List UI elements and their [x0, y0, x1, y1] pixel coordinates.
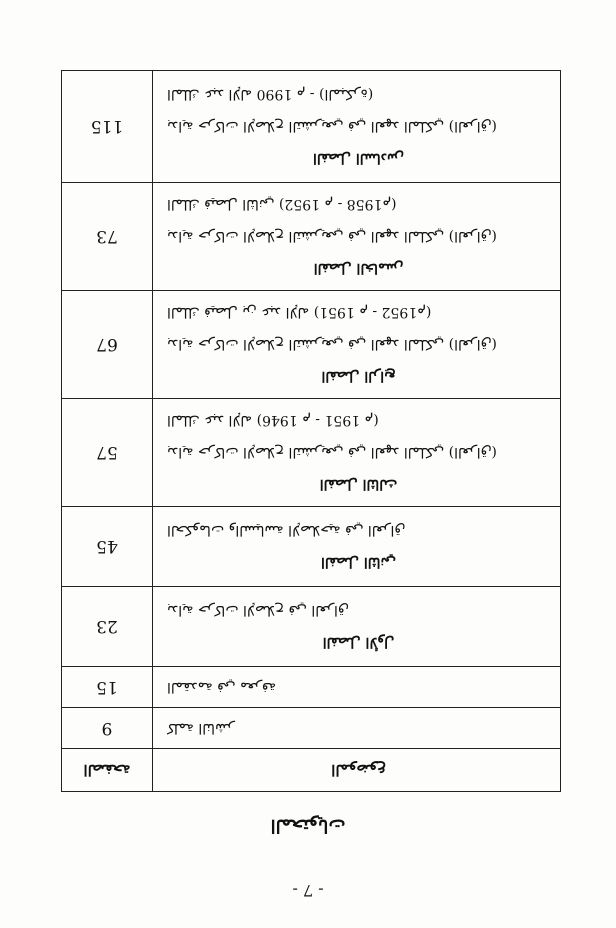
- toc-entry-page: 23: [62, 587, 153, 667]
- entry-line: بداية حركات الإصلاح التشريعي في العهد الملكي (العراق): [167, 444, 497, 461]
- toc-row: [62, 667, 561, 708]
- entry-line: المقدمة في معرفة: [167, 679, 277, 695]
- toc-row: [62, 71, 561, 183]
- toc-entry-page: 67: [62, 291, 153, 399]
- entry-line: بداية حركات الإصلاح في العراق: [167, 602, 349, 619]
- toc-entry-page: 57: [62, 399, 153, 507]
- chapter-heading: الفصل الثالث: [319, 476, 398, 493]
- entry-line: الملك عبد الإله (1946 م - 1951 م): [167, 412, 379, 429]
- toc-title: المحتويات: [270, 815, 346, 836]
- toc-entry-title: [153, 667, 561, 708]
- entry-line: الملك فيصل الثاني (1952 م - 1958م): [167, 196, 397, 213]
- entry-line: الملك عبد الإله 1990 م - (المبكرة): [167, 86, 374, 103]
- toc-row: [62, 183, 561, 291]
- toc-entry-title: [153, 507, 561, 587]
- entry-line: الملك فيصل بن عبد الإله (1951 م - 1952م): [167, 304, 432, 321]
- toc-row: [62, 507, 561, 587]
- toc-entry-page: 15: [62, 667, 153, 708]
- page-number: - 7 -: [292, 881, 324, 900]
- toc-entry-page: 9: [62, 708, 153, 749]
- chapter-heading: الفصل الرابع: [321, 368, 396, 385]
- toc-entry-page: 115: [62, 71, 153, 183]
- toc-entry-title: [153, 587, 561, 667]
- toc-row: [62, 708, 561, 749]
- toc-entry-title: [153, 708, 561, 749]
- toc-entry-page: 73: [62, 183, 153, 291]
- toc-entry-title: [153, 71, 561, 183]
- toc-entry-title: [153, 291, 561, 399]
- entry-line: بداية حركات الإصلاح التشريعي في العهد الملكي (العراق): [167, 336, 497, 353]
- subject-header: الموضوع: [153, 749, 561, 792]
- toc-entry-title: [153, 183, 561, 291]
- toc-row: [62, 587, 561, 667]
- chapter-heading: الفصل السادس: [312, 150, 405, 167]
- toc-table: [61, 70, 561, 792]
- chapter-heading: الفصل الأول: [322, 634, 395, 651]
- entry-line: بداية حركات الإصلاح التشريعي في العهد الملكي (العراق): [167, 118, 497, 135]
- entry-line: بداية حركات الإصلاح التشريعي في العهد الملكي (العراق): [167, 228, 497, 245]
- entry-line: كلمة الناشر: [167, 720, 235, 736]
- page-header: الصفحة: [62, 749, 153, 792]
- toc-row: [62, 291, 561, 399]
- toc-header-row: [62, 749, 561, 792]
- chapter-heading: الفصل الثاني: [320, 554, 397, 571]
- entry-line: الحكومات والسياسة الإصلاحية في العراق: [167, 522, 406, 539]
- toc-row: [62, 399, 561, 507]
- chapter-heading: الفصل الخامس: [313, 260, 404, 277]
- toc-entry-page: 45: [62, 507, 153, 587]
- toc-entry-title: [153, 399, 561, 507]
